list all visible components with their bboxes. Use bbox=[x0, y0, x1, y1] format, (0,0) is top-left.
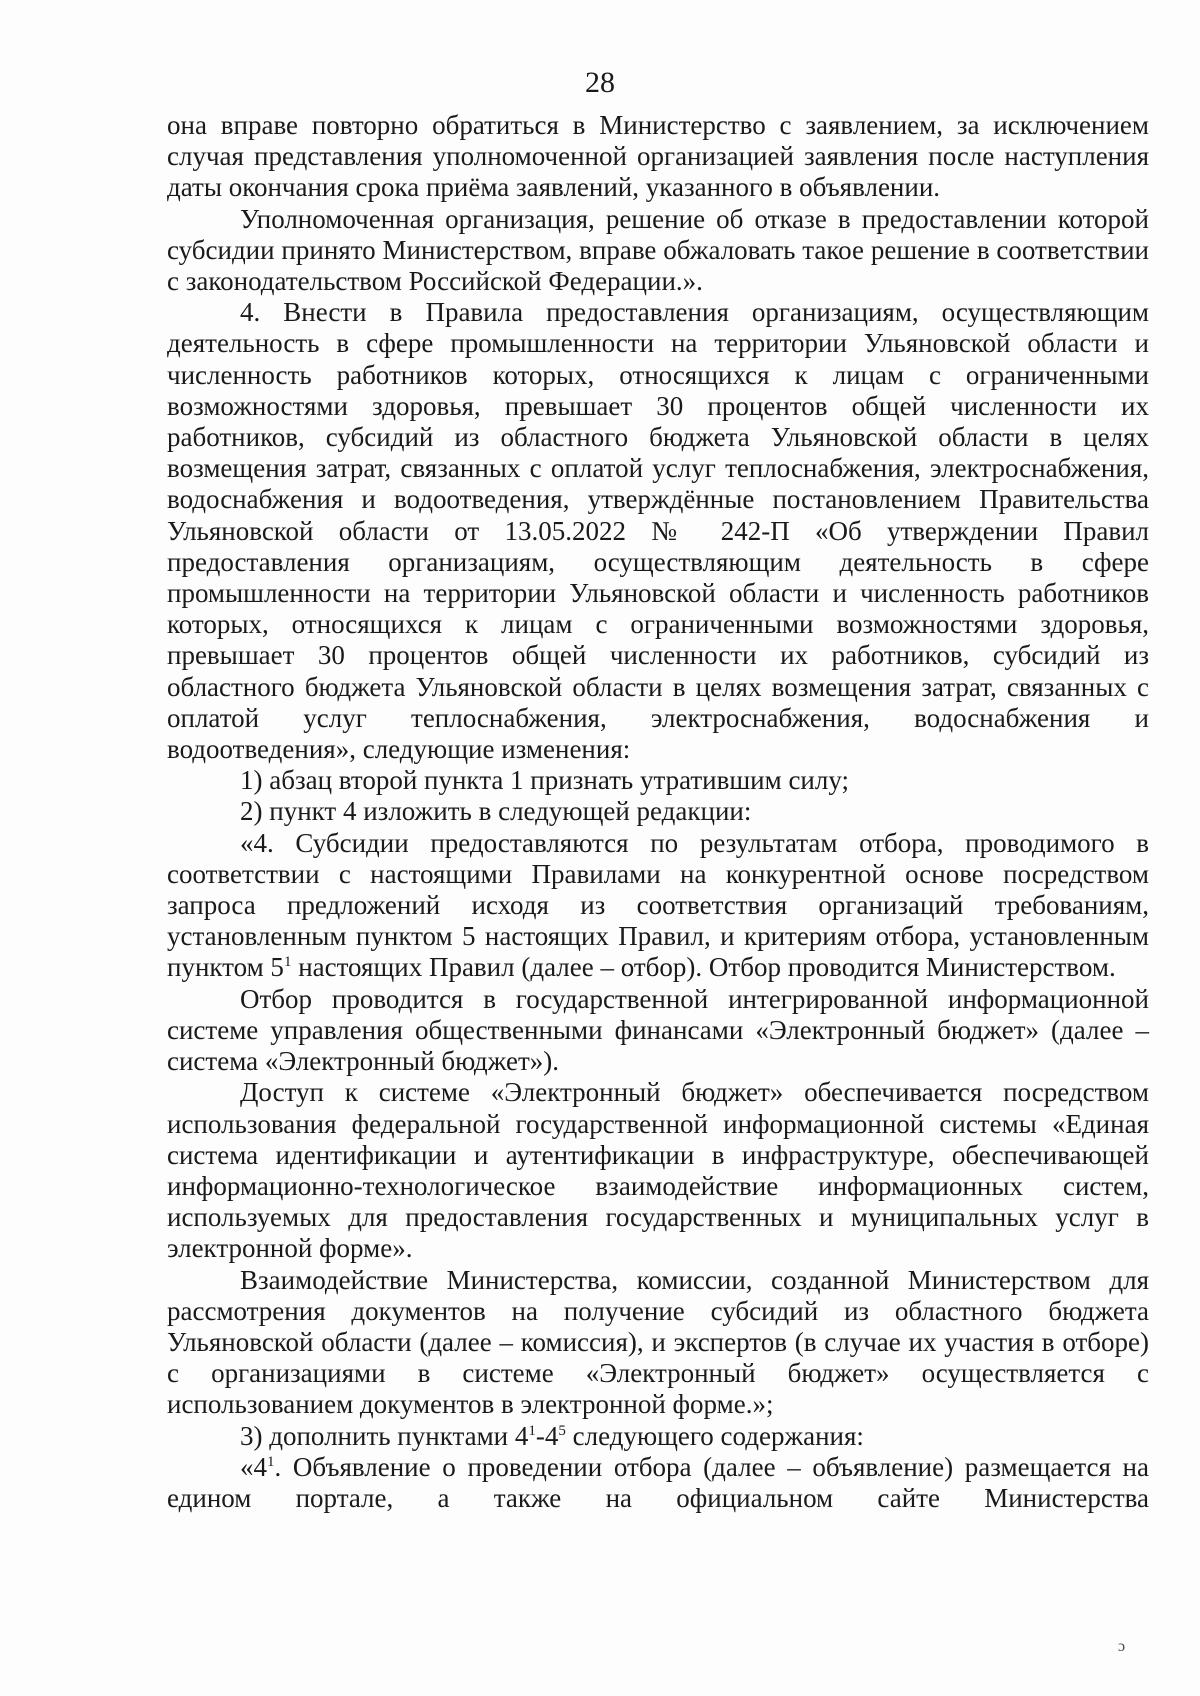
paragraph-1: она вправе повторно обратиться в Министерство с заявлением, за исключением случая представления уполномоченной организацией заявления после наступления даты окончания срока приёма заявлений, указанного в объявлении. bbox=[167, 110, 1149, 203]
paragraph-9: Взаимодействие Министерства, комиссии, созданной Министерством для рассмотрения документов на получение субсидий из областного бюджета Ульяновской области (далее – комиссия), и экспертов (в случае их участия в отборе) с организациями в системе «Электронный бюджет» осуществляется с использованием документов в электронной форме.»; bbox=[167, 1264, 1149, 1420]
page-number: 28 bbox=[585, 66, 615, 99]
paragraph-7: Отбор проводится в государственной интегрированной информационной системе управления общественными финансами «Электронный бюджет» (далее – система «Электронный бюджет»). bbox=[167, 983, 1149, 1077]
paragraph-10-text-c: следующего содержания: bbox=[565, 1420, 864, 1451]
superscript-1: 1 bbox=[283, 954, 292, 971]
paragraph-4-list-item-1: 1) абзац второй пункта 1 признать утратившим силу; bbox=[240, 765, 850, 796]
paragraph-10-list-item-3 bbox=[167, 1421, 1149, 1452]
paragraph-11-text-a: «4 bbox=[240, 1451, 267, 1482]
paragraph-6-text-a: «4. Субсидии предоставляются по результатам отбора, проводимого в соответствии с настоящими Правилами на конкурентной основе посредством запроса предложений исходя из соответствия организаций требованиям, установленным пунктом 5 настоящих Правил, и критериям отбора, установленным пунктом 5 bbox=[167, 827, 1149, 983]
superscript-1: 1 bbox=[528, 1422, 536, 1439]
paragraph-10-text-a: 3) дополнить пунктами 4 bbox=[240, 1420, 529, 1451]
paragraph-5-list-item-2: 2) пункт 4 изложить в следующей редакции: bbox=[240, 796, 752, 827]
paragraph-11-text-b: . Объявление о проведении отбора (далее – объявление) размещается на едином портале, а также на официальном сайте Министерства bbox=[167, 1451, 1149, 1513]
document-body bbox=[167, 110, 1149, 1514]
paragraph-11 bbox=[167, 1452, 1149, 1514]
paragraph-8: Доступ к системе «Электронный бюджет» обеспечивается посредством использования федеральной государственной информационной системы «Единая система идентификации и аутентификации в инфраструктуре, обеспечивающей информационно-технологическое взаимодействие информационных систем, используемых для предоставления государственных и муниципальных услуг в электронной форме». bbox=[167, 1077, 1149, 1264]
superscript-5: 5 bbox=[558, 1422, 566, 1439]
paragraph-6 bbox=[167, 828, 1149, 984]
paragraph-3: 4. Внести в Правила предоставления организациям, осуществляющим деятельность в сфере промышленности на территории Ульяновской области и численность работников которых, относящихся к лицам с ограниченными возможностями здоровья, превышает 30 процентов общей численности их работников, субсидий из областного бюджета Ульяновской области в целях возмещения затрат, связанных с оплатой услуг теплоснабжения, электроснабжения, водоснабжения и водоотведения, утверждённые постановлением Правительства Ульяновской области от 13.05.2022 № 242-П «Об утверждении Правил предоставления организациям, осуществляющим деятельность в сфере промышленности на территории Ульяновской области и численность работников которых, относящихся к лицам с ограниченными возможностями здоровья, превышает 30 процентов общей численности их работников, субсидий из областного бюджета Ульяновской области в целях возмещения затрат, связанных с оплатой услуг теплоснабжения, электроснабжения, водоснабжения и водоотведения», следующие изменения: bbox=[167, 297, 1149, 765]
paragraph-6-text-b: настоящих Правил (далее – отбор). Отбор проводится Министерством. bbox=[291, 952, 1116, 983]
paragraph-10-text-b: -4 bbox=[535, 1420, 559, 1451]
paragraph-2: Уполномоченная организация, решение об отказе в предоставлении которой субсидии принято Министерством, вправе обжаловать такое решение в соответствии с законодательством Российской Федерации.». bbox=[167, 203, 1149, 297]
superscript-1: 1 bbox=[267, 1453, 275, 1470]
corner-mark: ɔ bbox=[1118, 1638, 1126, 1655]
